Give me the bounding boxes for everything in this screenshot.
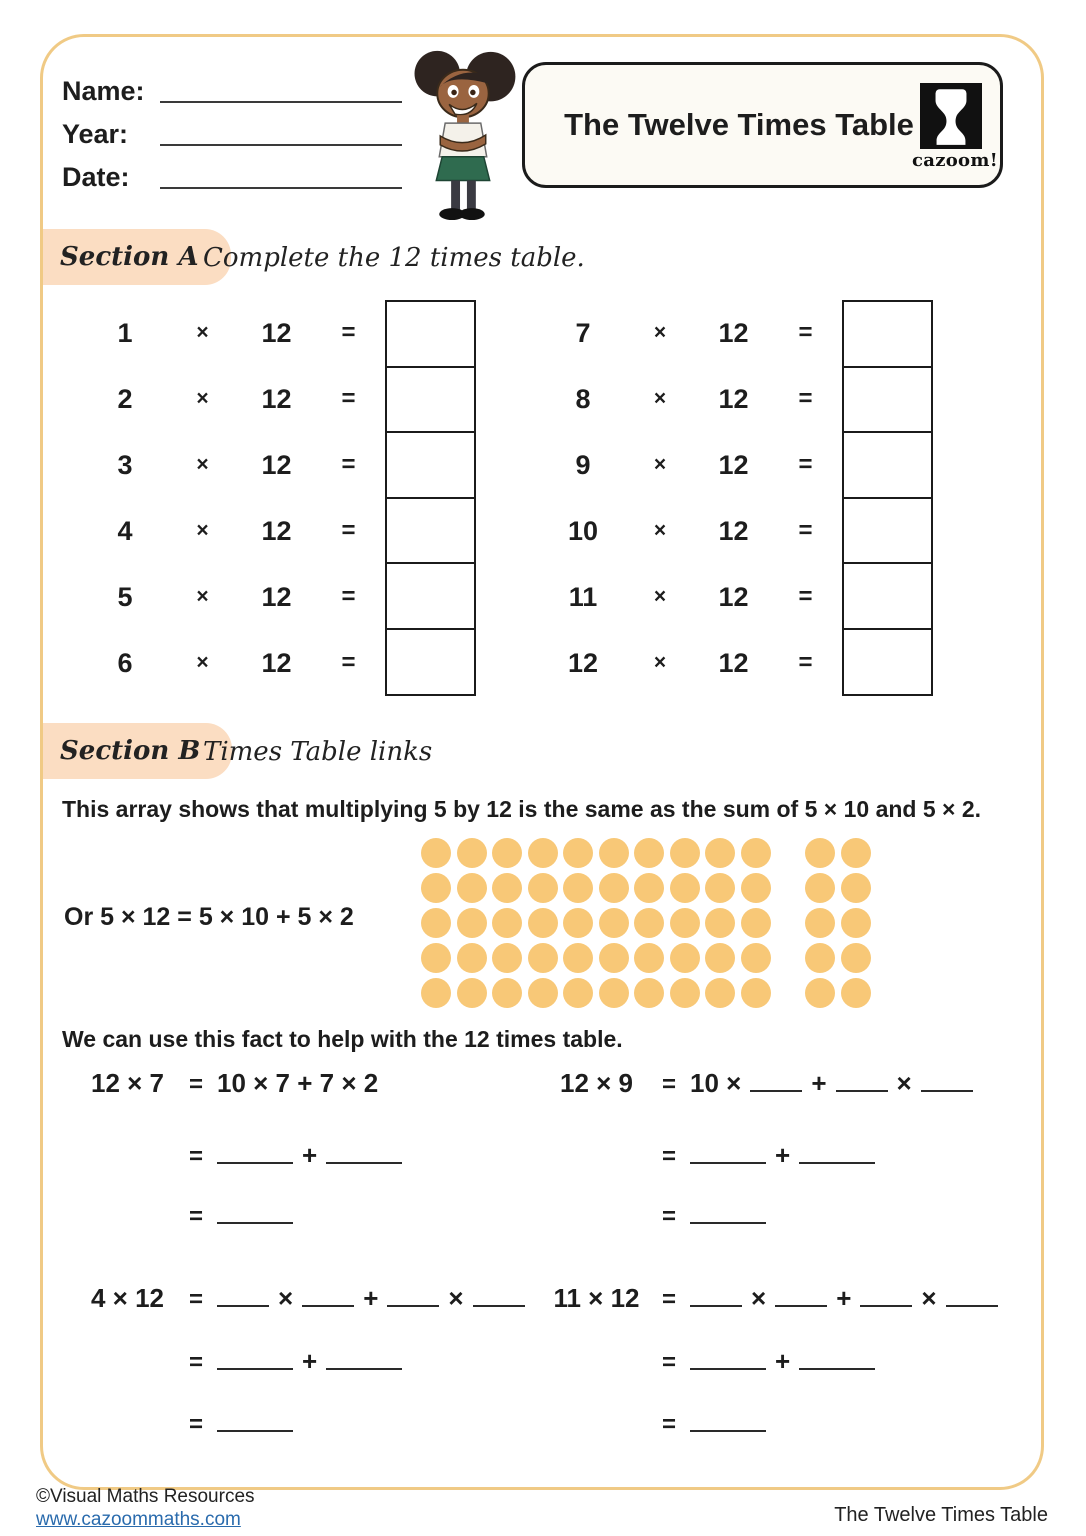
array-dot [705,838,735,868]
multiplier: 12 [718,515,749,546]
array-dot [599,873,629,903]
multiplicand: 6 [117,647,133,678]
equation-text: + [811,1068,827,1098]
equation-rhs [690,1068,973,1099]
name-input-line[interactable] [160,101,402,103]
equation-rhs [217,1140,402,1171]
multiplier: 12 [261,647,292,678]
equals-sign: = [341,319,356,346]
equation-line [80,1283,525,1314]
multiplier: 12 [261,581,292,612]
answer-blank[interactable] [473,1289,525,1307]
answer-blank[interactable] [690,1414,766,1432]
equals-sign: = [188,1349,203,1376]
answer-blank[interactable] [387,1289,439,1307]
times-sign: × [196,453,209,476]
multiplicand: 4 [117,515,133,546]
multiplicand: 8 [575,383,591,414]
equals-sign: = [661,1203,676,1230]
equals-sign: = [188,1203,203,1230]
equals-sign: = [798,451,813,478]
equation-text: + [302,1140,318,1170]
array-dot [599,838,629,868]
or-equation-text: Or 5 × 12 = 5 × 10 + 5 × 2 [64,903,354,931]
answer-blank[interactable] [217,1414,293,1432]
array-dot [421,978,451,1008]
array-dot [563,908,593,938]
equals-sign: = [798,649,813,676]
array-dot [528,978,558,1008]
equation-text: × [448,1283,464,1313]
array-dot [670,943,700,973]
array-dot [421,908,451,938]
times-sign: × [653,453,667,476]
problem-left-top [80,1068,570,1253]
multiplicand: 2 [117,383,133,414]
answer-blank[interactable] [690,1206,766,1224]
equals-sign: = [341,385,356,412]
equation-text: × [921,1283,937,1313]
dot-array-main [421,838,771,1008]
equation-text: × [896,1068,912,1098]
equation-rhs [217,1414,293,1432]
multiplier: 12 [718,647,749,678]
array-dot [741,838,771,868]
array-dot [805,908,835,938]
array-dot [563,873,593,903]
array-dot [528,873,558,903]
answer-blank[interactable] [326,1146,402,1164]
times-sign: × [653,585,667,608]
array-dot [634,908,664,938]
answer-blank[interactable] [690,1289,742,1307]
array-dot [805,838,835,868]
answer-blank[interactable] [690,1146,766,1164]
equals-sign: = [798,385,813,412]
array-dot [705,943,735,973]
answer-box[interactable] [842,366,933,434]
array-dot [457,908,487,938]
answer-box[interactable] [842,431,933,499]
array-dot [634,978,664,1008]
section-b-label: Section B [43,723,232,779]
times-sign: × [653,519,667,542]
array-dot [599,943,629,973]
equation-text: + [775,1140,791,1170]
equals-sign: = [341,583,356,610]
multiplicand: 12 [567,647,599,678]
array-dot [841,978,871,1008]
equation-text: 10 × [690,1068,742,1098]
array-dot [741,943,771,973]
djembe-drum-icon [920,83,982,149]
times-sign: × [196,321,209,344]
array-intro-text: This array shows that multiplying 5 by 12 is the same as the sum of 5 × 10 and 5 × 2. [62,796,982,822]
equation-line [80,1411,293,1439]
array-dot [492,873,522,903]
equation-rhs [690,1346,875,1377]
array-dot [705,873,735,903]
array-dot [492,943,522,973]
answer-blank[interactable] [946,1289,998,1307]
times-sign: × [653,321,667,344]
problem-lhs: 12 × 9 [559,1068,633,1098]
array-dot [599,908,629,938]
equation-rhs [217,1346,402,1377]
multiplier: 12 [718,449,749,480]
problem-right-top [545,1068,1035,1253]
problem-right-bottom [545,1283,1035,1468]
multiplier: 12 [261,515,292,546]
website-link[interactable]: www.cazoommaths.com [36,1509,241,1530]
times-sign: × [196,519,209,542]
multiplier: 12 [718,581,749,612]
equals-sign: = [188,1143,203,1170]
array-dot [841,908,871,938]
equation-line [80,1346,402,1377]
array-dot [841,873,871,903]
equation-rhs [217,1283,525,1314]
answer-box[interactable] [385,562,476,630]
answer-blank[interactable] [302,1289,354,1307]
section-a-label: Section A [43,229,231,285]
array-dot [634,943,664,973]
equation-line [80,1203,293,1231]
equals-sign: = [661,1071,676,1098]
answer-box[interactable] [842,300,933,368]
array-dot [741,978,771,1008]
array-dot [563,978,593,1008]
multiplier: 12 [261,317,292,348]
multiplicand: 3 [117,449,133,480]
equation-rhs [690,1206,766,1224]
array-dot [841,838,871,868]
answer-box-stack-left [385,300,476,696]
equals-sign: = [798,583,813,610]
schoolgirl-icon [398,44,524,222]
fact-line-text: We can use this fact to help with the 12 times table. [62,1026,623,1052]
answer-blank[interactable] [775,1289,827,1307]
multiplicand: 10 [567,515,599,546]
times-table-grid-left [85,300,384,696]
answer-blank[interactable] [217,1146,293,1164]
equation-text: + [775,1346,791,1376]
array-dot [841,943,871,973]
equation-line [545,1411,766,1439]
array-dot [457,873,487,903]
answer-blank[interactable] [217,1206,293,1224]
equation-line [80,1068,378,1099]
answer-blank[interactable] [217,1289,269,1307]
copyright-text: ©Visual Maths Resources [36,1486,255,1507]
answer-box[interactable] [842,497,933,565]
equals-sign: = [798,517,813,544]
equation-text: 10 × 7 + 7 × 2 [217,1068,379,1098]
answer-blank[interactable] [326,1352,402,1370]
dot-array-extra [805,838,871,1008]
array-dot [634,873,664,903]
array-dot [741,908,771,938]
answer-box[interactable] [842,562,933,630]
equals-sign: = [188,1071,203,1098]
array-dot [741,873,771,903]
times-table-grid-right [543,300,841,696]
problem-left-bottom [80,1283,570,1468]
array-dot [599,978,629,1008]
worksheet-title: The Twelve Times Table [564,107,914,142]
equation-text: + [302,1346,318,1376]
array-dot [634,838,664,868]
equals-sign: = [188,1286,203,1313]
problem-lhs: 12 × 7 [90,1068,164,1098]
answer-box[interactable] [385,300,476,368]
answer-blank[interactable] [799,1146,875,1164]
equation-rhs [690,1414,766,1432]
array-dot [457,978,487,1008]
year-input-line[interactable] [160,144,402,146]
cazoom-logo [912,83,998,171]
equation-line [545,1203,766,1231]
times-sign: × [196,585,209,608]
equation-line [545,1068,973,1099]
answer-box[interactable] [385,431,476,499]
array-dot [563,838,593,868]
equation-text: + [363,1283,379,1313]
answer-blank[interactable] [921,1074,973,1092]
array-dot [805,873,835,903]
logo-wordmark: cazoom! [912,150,998,171]
equation-rhs [217,1068,378,1099]
answer-blank[interactable] [799,1352,875,1370]
array-dot [705,978,735,1008]
multiplier: 12 [718,383,749,414]
answer-box-stack-right [842,300,933,696]
multiplicand: 9 [575,449,591,480]
equals-sign: = [661,1286,676,1313]
array-dot [805,943,835,973]
multiplicand: 5 [117,581,133,612]
equals-sign: = [341,517,356,544]
answer-box[interactable] [385,497,476,565]
equals-sign: = [188,1411,203,1438]
equation-line [80,1140,402,1171]
array-dot [457,943,487,973]
multiplier: 12 [718,317,749,348]
equation-rhs [690,1140,875,1171]
array-dot [670,838,700,868]
times-sign: × [653,651,667,674]
array-dot [421,873,451,903]
name-label: Name: [62,76,145,106]
array-dot [528,908,558,938]
answer-blank[interactable] [690,1352,766,1370]
array-dot [492,838,522,868]
answer-blank[interactable] [860,1289,912,1307]
multiplicand: 11 [568,581,598,612]
array-dot [670,978,700,1008]
array-dot [528,943,558,973]
equation-line [545,1283,998,1314]
array-dot [705,908,735,938]
times-sign: × [196,387,209,410]
equation-text: × [278,1283,294,1313]
problem-lhs: 4 × 12 [90,1283,164,1313]
times-sign: × [196,651,209,674]
date-label: Date: [62,162,130,192]
answer-box[interactable] [385,628,476,696]
answer-box[interactable] [842,628,933,696]
equation-text: × [751,1283,767,1313]
date-input-line[interactable] [160,187,402,189]
answer-blank[interactable] [750,1074,802,1092]
section-a-instruction: Complete the 12 times table. [203,243,585,273]
multiplier: 12 [261,383,292,414]
section-b-instruction: Times Table links [203,737,433,767]
equals-sign: = [341,649,356,676]
equals-sign: = [798,319,813,346]
array-dot [492,908,522,938]
array-dot [670,873,700,903]
year-label: Year: [62,119,129,149]
array-dot [421,838,451,868]
array-dot [421,943,451,973]
array-dot [528,838,558,868]
answer-box[interactable] [385,366,476,434]
equals-sign: = [661,1143,676,1170]
equals-sign: = [661,1349,676,1376]
multiplier: 12 [261,449,292,480]
schoolgirl-mascot [398,44,524,222]
answer-blank[interactable] [836,1074,888,1092]
answer-blank[interactable] [217,1352,293,1370]
title-box [522,62,1003,188]
array-dot [670,908,700,938]
array-dot [492,978,522,1008]
problem-lhs: 11 × 12 [553,1283,640,1313]
equals-sign: = [661,1411,676,1438]
equation-rhs [690,1283,998,1314]
equals-sign: = [341,451,356,478]
times-sign: × [653,387,667,410]
footer-page-title: The Twelve Times Table [834,1504,1048,1526]
multiplicand: 1 [117,317,133,348]
equation-text: + [836,1283,852,1313]
array-dot [563,943,593,973]
equation-line [545,1346,875,1377]
equation-rhs [217,1206,293,1224]
array-dot [805,978,835,1008]
equation-line [545,1140,875,1171]
multiplicand: 7 [575,317,591,348]
array-dot [457,838,487,868]
